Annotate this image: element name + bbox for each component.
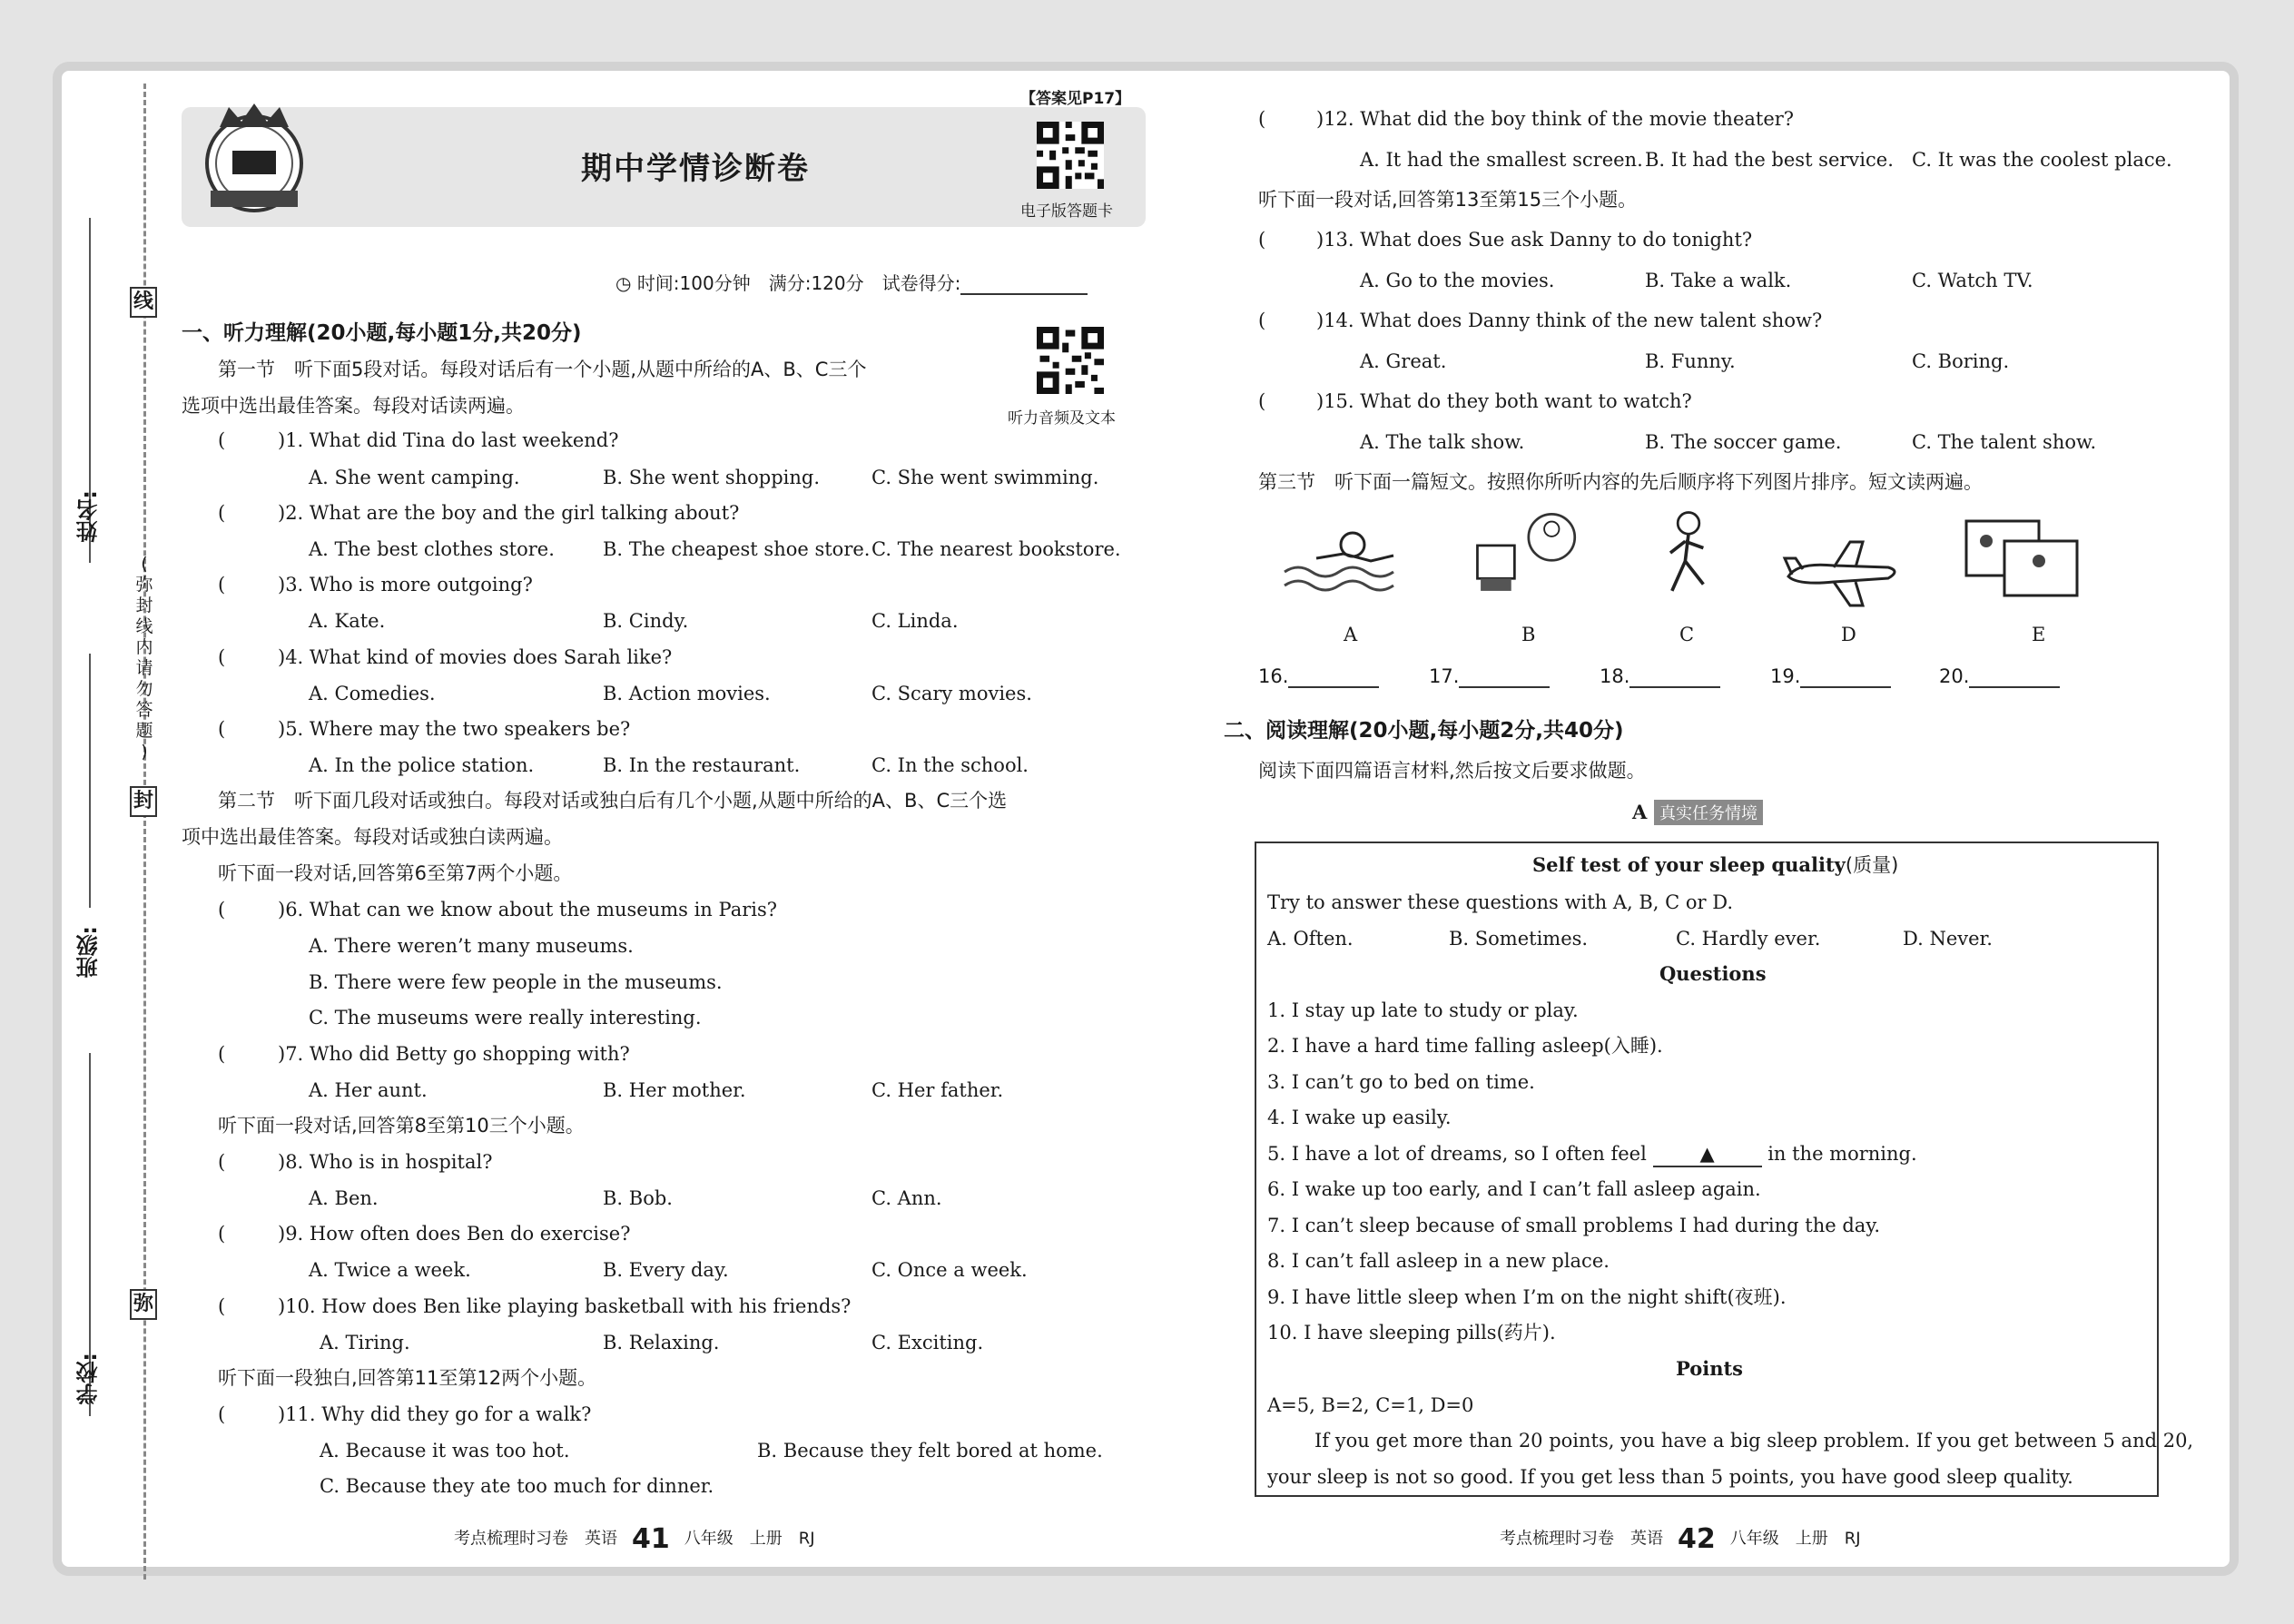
q12-option-c: C. It was the coolest place. bbox=[1912, 149, 2172, 171]
q11-paren[interactable]: ( bbox=[218, 1403, 226, 1425]
q15-option-a: A. The talk show. bbox=[1360, 431, 1525, 453]
footer-left: 考点梳理时习卷 英语 41 八年级 上册 RJ bbox=[454, 1523, 815, 1555]
reading-item-3: 3. I can’t go to bed on time. bbox=[1267, 1071, 1535, 1093]
section1-instruction-1: 第一节 听下面5段对话。每段对话后有一个小题,从题中所给的A、B、C三个 bbox=[218, 359, 867, 380]
q4-option-c: C. Scary movies. bbox=[871, 683, 1032, 704]
q1-option-a: A. She went camping. bbox=[309, 467, 520, 488]
q3-option-a: A. Kate. bbox=[309, 610, 386, 632]
q1-option-c: C. She went swimming. bbox=[871, 467, 1099, 488]
q3-option-b: B. Cindy. bbox=[603, 610, 689, 632]
q13-option-a: A. Go to the movies. bbox=[1360, 270, 1555, 291]
q11-option-b: B. Because they felt bored at home. bbox=[757, 1440, 1103, 1462]
q13-stem: )13. What does Sue ask Danny to do tonight? bbox=[1316, 229, 1753, 251]
q4-option-b: B. Action movies. bbox=[603, 683, 771, 704]
q7-option-a: A. Her aunt. bbox=[309, 1079, 428, 1101]
audio-qr-icon[interactable] bbox=[1037, 327, 1104, 394]
class-label: 班级: bbox=[76, 926, 102, 979]
reading-option-b: B. Sometimes. bbox=[1449, 928, 1589, 950]
reading-try: Try to answer these questions with A, B, C or D. bbox=[1267, 891, 1733, 913]
instruction-q11-12: 听下面一段独白,回答第11至第12两个小题。 bbox=[218, 1367, 597, 1389]
q10-option-b: B. Relaxing. bbox=[603, 1332, 720, 1353]
q2-paren[interactable]: ( bbox=[218, 502, 226, 524]
reading-item-2: 2. I have a hard time falling asleep(入睡). bbox=[1267, 1035, 1663, 1057]
picture-label-b: B bbox=[1521, 624, 1536, 645]
q10-paren[interactable]: ( bbox=[218, 1295, 226, 1317]
seal-mark-line: 线 bbox=[130, 287, 157, 318]
q15-paren[interactable]: ( bbox=[1258, 390, 1266, 412]
points-heading: Points bbox=[1676, 1357, 1744, 1380]
airplane-icon bbox=[1779, 527, 1906, 617]
instruction-q13-15: 听下面一段对话,回答第13至第15三个小题。 bbox=[1258, 189, 1638, 211]
q1-stem: )1. What did Tina do last weekend? bbox=[278, 429, 619, 451]
q10-option-a: A. Tiring. bbox=[320, 1332, 410, 1353]
picture-label-c: C bbox=[1679, 624, 1695, 645]
audio-qr-caption: 听力音频及文本 bbox=[1008, 409, 1116, 428]
picture-label-d: D bbox=[1841, 624, 1856, 645]
answer-reference: 【答案见P17】 bbox=[1020, 90, 1131, 108]
answer-16[interactable]: 16. bbox=[1258, 664, 1379, 688]
reading-item-7: 7. I can’t sleep because of small problems I had during the day. bbox=[1267, 1215, 1881, 1236]
reading-item-8: 8. I can’t fall asleep in a new place. bbox=[1267, 1250, 1610, 1272]
q5-option-c: C. In the school. bbox=[871, 754, 1029, 776]
reading-item-4: 4. I wake up easily. bbox=[1267, 1107, 1452, 1128]
exam-meta: ◷ 时间:100分钟 满分:120分 试卷得分: bbox=[615, 269, 1088, 295]
q1-option-b: B. She went shopping. bbox=[603, 467, 821, 488]
q14-stem: )14. What does Danny think of the new talent show? bbox=[1316, 310, 1823, 331]
name-label: 姓名: bbox=[76, 490, 102, 543]
part1-title: 一、听力理解(20小题,每小题1分,共20分) bbox=[182, 321, 582, 345]
reading-option-c: C. Hardly ever. bbox=[1676, 928, 1821, 950]
q5-stem: )5. Where may the two speakers be? bbox=[278, 718, 631, 740]
q14-paren[interactable]: ( bbox=[1258, 310, 1266, 331]
q13-option-b: B. Take a walk. bbox=[1645, 270, 1792, 291]
reading-para-2: your sleep is not so good. If you get less than 5 points, you have good sleep quality. bbox=[1267, 1466, 2073, 1488]
publisher-logo bbox=[202, 100, 307, 218]
reading-section-letter: A bbox=[1632, 801, 1648, 823]
q3-option-c: C. Linda. bbox=[871, 610, 959, 632]
q8-option-b: B. Bob. bbox=[603, 1187, 673, 1209]
q9-stem: )9. How often does Ben do exercise? bbox=[278, 1223, 631, 1245]
q8-option-a: A. Ben. bbox=[309, 1187, 379, 1209]
footer-right: 考点梳理时习卷 英语 42 八年级 上册 RJ bbox=[1500, 1523, 1861, 1555]
q9-option-a: A. Twice a week. bbox=[309, 1259, 471, 1281]
reading-option-d: D. Never. bbox=[1903, 928, 1993, 950]
reading-item-5: 5. I have a lot of dreams, so I often feel ▲ in the morning. bbox=[1267, 1142, 1917, 1167]
answer-card-caption: 电子版答题卡 bbox=[1020, 202, 1113, 221]
reading-item-1: 1. I stay up late to study or play. bbox=[1267, 999, 1579, 1021]
instruction-q8-10: 听下面一段对话,回答第8至第10三个小题。 bbox=[218, 1115, 585, 1137]
answer-17[interactable]: 17. bbox=[1429, 664, 1550, 688]
q9-paren[interactable]: ( bbox=[218, 1223, 226, 1245]
picture-label-a: A bbox=[1344, 624, 1358, 645]
q13-option-c: C. Watch TV. bbox=[1912, 270, 2033, 291]
q5-option-a: A. In the police station. bbox=[309, 754, 535, 776]
q6-paren[interactable]: ( bbox=[218, 899, 226, 920]
q8-option-c: C. Ann. bbox=[871, 1187, 942, 1209]
q1-paren[interactable]: ( bbox=[218, 429, 226, 451]
reading-item-6: 6. I wake up too early, and I can’t fall asleep again. bbox=[1267, 1178, 1761, 1200]
q9-option-c: C. Once a week. bbox=[871, 1259, 1028, 1281]
points-values: A=5, B=2, C=1, D=0 bbox=[1267, 1394, 1474, 1416]
tv-sofa-icon bbox=[1463, 508, 1590, 599]
item5-blank[interactable]: ▲ bbox=[1653, 1142, 1762, 1167]
q6-option-b: B. There were few people in the museums. bbox=[309, 971, 723, 993]
answer-20[interactable]: 20. bbox=[1939, 664, 2060, 688]
q15-option-b: B. The soccer game. bbox=[1645, 431, 1842, 453]
binding-margin bbox=[64, 73, 172, 1580]
part2-title: 二、阅读理解(20小题,每小题2分,共40分) bbox=[1224, 719, 1624, 743]
reading-item-10: 10. I have sleeping pills(药片). bbox=[1267, 1322, 1556, 1343]
score-field[interactable] bbox=[960, 277, 1088, 295]
q15-option-c: C. The talent show. bbox=[1912, 431, 2097, 453]
q5-option-b: B. In the restaurant. bbox=[603, 754, 801, 776]
q11-option-c: C. Because they ate too much for dinner. bbox=[320, 1475, 714, 1497]
runner-icon bbox=[1625, 508, 1752, 599]
q12-paren[interactable]: ( bbox=[1258, 108, 1266, 130]
q3-paren[interactable]: ( bbox=[218, 574, 226, 595]
q11-stem: )11. Why did they go for a walk? bbox=[278, 1403, 592, 1425]
section2-instruction-1: 第二节 听下面几段对话或独白。每段对话或独白后有几个小题,从题中所给的A、B、C三个选 bbox=[218, 790, 1008, 812]
q4-option-a: A. Comedies. bbox=[309, 683, 436, 704]
clock-icon: ◷ bbox=[615, 272, 637, 294]
school-label: 学校: bbox=[76, 1353, 102, 1405]
answer-19[interactable]: 19. bbox=[1770, 664, 1891, 688]
q2-option-a: A. The best clothes store. bbox=[309, 538, 555, 560]
q13-paren[interactable]: ( bbox=[1258, 229, 1266, 251]
answer-18[interactable]: 18. bbox=[1600, 664, 1720, 688]
q2-stem: )2. What are the boy and the girl talking about? bbox=[278, 502, 740, 524]
q5-paren[interactable]: ( bbox=[218, 718, 226, 740]
q7-option-c: C. Her father. bbox=[871, 1079, 1004, 1101]
part2-instruction: 阅读下面四篇语言材料,然后按文后要求做题。 bbox=[1258, 760, 1646, 782]
exam-title: 期中学情诊断卷 bbox=[581, 151, 810, 187]
reading-para-1: If you get more than 20 points, you have a big sleep problem. If you get between 5 and 20, bbox=[1314, 1430, 2194, 1452]
q8-paren[interactable]: ( bbox=[218, 1151, 226, 1173]
q15-stem: )15. What do they both want to watch? bbox=[1316, 390, 1692, 412]
q14-option-c: C. Boring. bbox=[1912, 350, 2010, 372]
q2-option-b: B. The cheapest shoe store. bbox=[603, 538, 871, 560]
q6-option-a: A. There weren’t many museums. bbox=[309, 935, 634, 957]
section1-instruction-2: 选项中选出最佳答案。每段对话读两遍。 bbox=[182, 395, 525, 417]
photos-icon bbox=[1959, 514, 2086, 605]
q14-option-a: A. Great. bbox=[1360, 350, 1447, 372]
q2-option-c: C. The nearest bookstore. bbox=[871, 538, 1121, 560]
q7-stem: )7. Who did Betty go shopping with? bbox=[278, 1043, 630, 1065]
q3-stem: )3. Who is more outgoing? bbox=[278, 574, 533, 595]
q4-stem: )4. What kind of movies does Sarah like? bbox=[278, 646, 673, 668]
q9-option-b: B. Every day. bbox=[603, 1259, 729, 1281]
questions-heading: Questions bbox=[1659, 962, 1767, 985]
seal-note: ( 弥 封 线 内 请 勿 答 题 ) bbox=[135, 554, 153, 762]
q7-paren[interactable]: ( bbox=[218, 1043, 226, 1065]
q11-option-a: A. Because it was too hot. bbox=[320, 1440, 570, 1462]
seal-mark-close: 弥 bbox=[130, 1289, 157, 1320]
swimmer-icon bbox=[1280, 517, 1407, 608]
reading-option-a: A. Often. bbox=[1267, 928, 1354, 950]
seal-mark-seal: 封 bbox=[130, 786, 157, 817]
reading-title: Self test of your sleep quality(质量) bbox=[1532, 853, 1899, 876]
q14-option-b: B. Funny. bbox=[1645, 350, 1736, 372]
q12-option-a: A. It had the smallest screen. bbox=[1360, 149, 1643, 171]
picture-label-e: E bbox=[2032, 624, 2046, 645]
instruction-q6-7: 听下面一段对话,回答第6至第7两个小题。 bbox=[218, 862, 573, 884]
q4-paren[interactable]: ( bbox=[218, 646, 226, 668]
q7-option-b: B. Her mother. bbox=[603, 1079, 746, 1101]
q6-option-c: C. The museums were really interesting. bbox=[309, 1007, 702, 1029]
section3-instruction: 第三节 听下面一篇短文。按照你所听内容的先后顺序将下列图片排序。短文读两遍。 bbox=[1258, 471, 1983, 493]
q6-stem: )6. What can we know about the museums in Paris? bbox=[278, 899, 778, 920]
q12-option-b: B. It had the best service. bbox=[1645, 149, 1894, 171]
task-badge: 真实任务情境 bbox=[1654, 800, 1763, 825]
section2-instruction-2: 项中选出最佳答案。每段对话或独白读两遍。 bbox=[182, 826, 563, 848]
q10-option-c: C. Exciting. bbox=[871, 1332, 984, 1353]
answer-card-qr-icon[interactable] bbox=[1037, 122, 1104, 189]
q12-stem: )12. What did the boy think of the movie theater? bbox=[1316, 108, 1795, 130]
q8-stem: )8. Who is in hospital? bbox=[278, 1151, 493, 1173]
q10-stem: )10. How does Ben like playing basketball with his friends? bbox=[278, 1295, 852, 1317]
class-field[interactable] bbox=[89, 654, 91, 908]
reading-item-9: 9. I have little sleep when I’m on the night shift(夜班). bbox=[1267, 1286, 1787, 1308]
